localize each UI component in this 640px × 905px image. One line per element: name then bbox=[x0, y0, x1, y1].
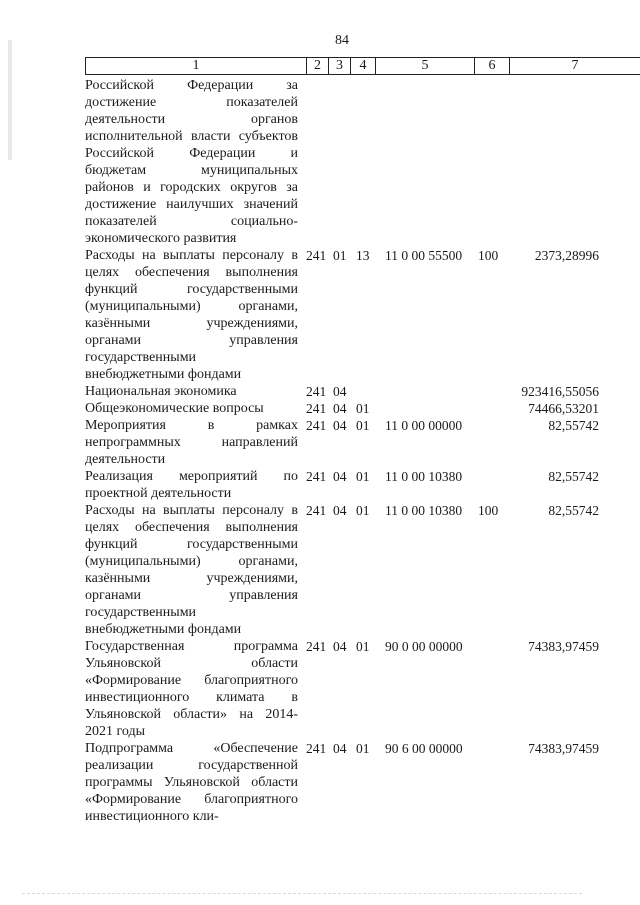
row-gr: 241 bbox=[306, 401, 327, 416]
row-pr: 01 bbox=[356, 401, 370, 416]
row-name: Расходы на выплаты персоналу в целях обеспечения выполнения функций государственными (муниципальными) органами, казёнными учреждениями, органами управления государственными внебюджетными фондами bbox=[85, 248, 298, 382]
row-rz: 04 bbox=[333, 418, 347, 433]
row-sum: 82,55742 bbox=[548, 503, 599, 518]
row-vr: 100 bbox=[478, 503, 499, 518]
header-col-6: 6 bbox=[475, 58, 510, 74]
row-gr: 241 bbox=[306, 248, 327, 263]
table-header bbox=[85, 57, 640, 75]
row-name: Реализация мероприятий по проектной деятельности bbox=[85, 469, 298, 501]
row-gr: 241 bbox=[306, 418, 327, 433]
table-row bbox=[85, 400, 640, 417]
table-row bbox=[85, 417, 640, 468]
row-cs: 11 0 00 10380 bbox=[385, 503, 463, 518]
table-row bbox=[85, 77, 640, 247]
row-rz: 04 bbox=[333, 469, 347, 484]
header-col-7: 7 bbox=[571, 58, 579, 73]
row-pr: 01 bbox=[356, 418, 370, 433]
row-pr: 13 bbox=[356, 248, 370, 263]
row-name: Мероприятия в рамках непрограммных направлений деятельности bbox=[85, 418, 298, 467]
row-rz: 04 bbox=[333, 384, 347, 399]
row-sum: 923416,55056 bbox=[521, 384, 599, 399]
row-name: Государственная программа Ульяновской области «Формирование благоприятного инвестиционного климата в Ульяновской области» на 2014-2021 годы bbox=[85, 639, 298, 739]
row-vr: 100 bbox=[478, 248, 499, 263]
table-row bbox=[85, 247, 640, 383]
row-name: Общеэкономические вопросы bbox=[85, 401, 264, 416]
table-row bbox=[85, 383, 640, 400]
row-pr: 01 bbox=[356, 639, 370, 654]
table-row bbox=[85, 638, 640, 740]
row-cs: 90 6 00 00000 bbox=[385, 741, 463, 756]
scan-artifact-line bbox=[22, 893, 582, 895]
row-rz: 04 bbox=[333, 503, 347, 518]
row-gr: 241 bbox=[306, 639, 327, 654]
row-cs: 11 0 00 55500 bbox=[385, 248, 463, 263]
row-gr: 241 bbox=[306, 469, 327, 484]
header-col-4: 4 bbox=[351, 58, 376, 74]
row-rz: 01 bbox=[333, 248, 347, 263]
row-pr: 01 bbox=[356, 741, 370, 756]
row-rz: 04 bbox=[333, 639, 347, 654]
row-name: Подпрограмма «Обеспечение реализации государственной программы Ульяновской области «Формирование благоприятного инвестиционного кли- bbox=[85, 741, 298, 824]
header-col-3: 3 bbox=[329, 58, 351, 74]
row-rz: 04 bbox=[333, 401, 347, 416]
header-col-1: 1 bbox=[86, 58, 307, 74]
row-cs: 11 0 00 00000 bbox=[385, 418, 463, 433]
row-pr: 01 bbox=[356, 469, 370, 484]
row-sum: 82,55742 bbox=[548, 469, 599, 484]
row-pr: 01 bbox=[356, 503, 370, 518]
header-col-2: 2 bbox=[307, 58, 329, 74]
row-sum: 74466,53201 bbox=[528, 401, 599, 416]
row-gr: 241 bbox=[306, 741, 327, 756]
scan-edge-mark bbox=[8, 40, 12, 160]
row-cs: 90 0 00 00000 bbox=[385, 639, 463, 654]
row-name: Расходы на выплаты персоналу в целях обеспечения выполнения функций государственными (муниципальными) органами, казёнными учреждениями, органами управления государственными внебюджетными фондами bbox=[85, 503, 298, 637]
page-number: 84 bbox=[335, 33, 349, 48]
table-row bbox=[85, 740, 640, 825]
row-gr: 241 bbox=[306, 384, 327, 399]
table-row bbox=[85, 502, 640, 638]
row-cs: 11 0 00 10380 bbox=[385, 469, 463, 484]
row-gr: 241 bbox=[306, 503, 327, 518]
row-sum: 82,55742 bbox=[548, 418, 599, 433]
row-name: Национальная экономика bbox=[85, 384, 237, 399]
header-col-5: 5 bbox=[376, 58, 475, 74]
table-row bbox=[85, 468, 640, 502]
row-sum: 74383,97459 bbox=[528, 741, 599, 756]
row-sum: 2373,28996 bbox=[534, 248, 599, 263]
row-rz: 04 bbox=[333, 741, 347, 756]
row-sum: 74383,97459 bbox=[528, 639, 599, 654]
table-body bbox=[85, 77, 640, 825]
row-name: Российской Федерации за достижение показателей деятельности органов исполнительной власти субъектов Российской Федерации и бюджетам муниципальных районов и городских округов за достижение наилучших значений показателей социально-экономического развития bbox=[85, 78, 298, 246]
